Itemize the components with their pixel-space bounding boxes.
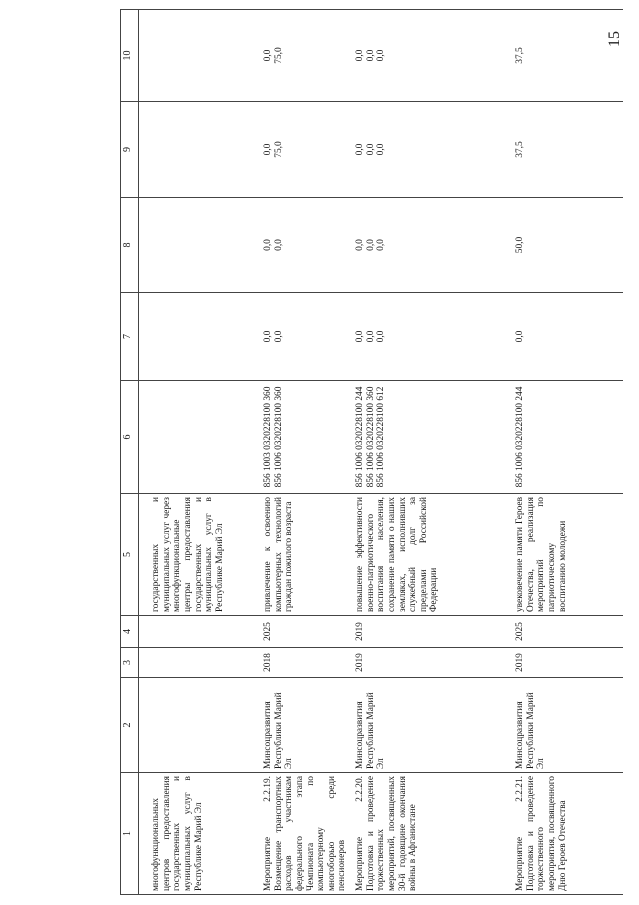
- value: 0,0: [376, 49, 387, 62]
- measure-name-cell: Мероприятие 2.2.21. Подготовка и проведение торжественного мероприятия, посвященного Дню Героев Отечества: [513, 773, 623, 895]
- start-year-cell: [149, 648, 261, 678]
- budget-code: 856 1003 0320228100 360: [263, 386, 273, 488]
- measure-name-cell: многофункциональных центров предоставления государственных и муниципальных услуг в Республике Марий Эл: [149, 773, 261, 895]
- value: 0,0: [355, 49, 365, 62]
- value: 0,0: [355, 330, 365, 343]
- table-row: [149, 10, 261, 895]
- value-cell-col10: [353, 10, 513, 102]
- value: 50,0: [515, 236, 525, 254]
- value-cell-col9: [353, 102, 513, 198]
- value: 0,0: [376, 143, 387, 156]
- value-cell-col7: [149, 293, 261, 381]
- budget-code: 856 1006 0320228100 612: [376, 386, 387, 488]
- start-year-cell: 2019: [513, 648, 623, 678]
- value: 0,0: [365, 143, 376, 156]
- end-year-cell: 2025: [513, 616, 623, 648]
- header-row: [121, 10, 139, 895]
- column-header-10: 10: [121, 10, 139, 102]
- value-cell-col8: [261, 198, 353, 293]
- measure-name-cell: Мероприятие 2.2.20. Подготовка и проведение торжественных мероприятий, посвященных 30-й годовщине окончания войны в Афганистане: [353, 773, 513, 895]
- start-year-cell: 2018: [261, 648, 353, 678]
- value: 37,5: [515, 47, 525, 64]
- value: 0,0: [515, 330, 525, 343]
- spacer-row: [139, 10, 150, 895]
- page-number: 15: [606, 31, 623, 47]
- budget-table: [120, 9, 623, 895]
- value: 0,0: [263, 143, 273, 156]
- value: 0,0: [355, 239, 365, 251]
- table-row: [513, 10, 623, 895]
- value: 0,0: [365, 330, 376, 343]
- value-cell-col10: [261, 10, 353, 102]
- column-header-7: 7: [121, 293, 139, 381]
- column-header-4: 4: [121, 616, 139, 648]
- end-year-cell: 2025: [261, 616, 353, 648]
- value-cell-col9: [261, 102, 353, 198]
- value-cell-col10: [149, 10, 261, 102]
- budget-code-cell: [261, 381, 353, 494]
- value-cell-col8: [149, 198, 261, 293]
- table-row: [353, 10, 513, 895]
- end-year-cell: [149, 616, 261, 648]
- start-year-cell: 2019: [353, 648, 513, 678]
- value: 0,0: [273, 239, 284, 251]
- result-cell: увековечение памяти Героев Отечества, реализация мероприятий по патриотическому воспитанию молодежи: [513, 494, 623, 616]
- value: 0,0: [263, 330, 273, 343]
- executor-cell: Минсоцразвития Республики Марий Эл: [513, 678, 623, 773]
- value: 0,0: [263, 239, 273, 251]
- value: 0,0: [365, 49, 376, 62]
- value: 0,0: [376, 239, 387, 251]
- executor-cell: Минсоцразвития Республики Марий Эл: [261, 678, 353, 773]
- value-cell-col9: [513, 102, 623, 198]
- value: 0,0: [376, 330, 387, 343]
- column-header-3: 3: [121, 648, 139, 678]
- value: 0,0: [263, 49, 273, 62]
- budget-code: 856 1006 0320228100 360: [365, 386, 376, 488]
- budget-code-cell: [353, 381, 513, 494]
- rotated-page-content: [120, 10, 620, 895]
- column-header-9: 9: [121, 102, 139, 198]
- value-cell-col7: [353, 293, 513, 381]
- measure-name-cell: Мероприятие 2.2.19. Возмещение транспортных расходов участникам федерального этапа Чемпионата по компьютерному многоборью среди пенсионеров: [261, 773, 353, 895]
- value-cell-col8: [513, 198, 623, 293]
- budget-code-cell: [149, 381, 261, 494]
- budget-code: 856 1006 0320228100 244: [515, 386, 525, 488]
- value: 0,0: [355, 143, 365, 156]
- result-cell: повышение эффективности военно-патриотического воспитания населения, сохранение памяти о наших земляках, исполнивших служебный долг за пределами Российской Федерации: [353, 494, 513, 616]
- executor-cell: [149, 678, 261, 773]
- budget-code-cell: [513, 381, 623, 494]
- result-cell: государственных и муниципальных услуг через многофункциональные центры предоставления государственных и муниципальных услуг в Республике Марий Эл: [149, 494, 261, 616]
- value-cell-col8: [353, 198, 513, 293]
- value-cell-col7: [261, 293, 353, 381]
- result-cell: привлечение к освоению компьютерных технологий граждан пожилого возраста: [261, 494, 353, 616]
- value: 0,0: [365, 239, 376, 251]
- value-cell-col10: [513, 10, 623, 102]
- end-year-cell: 2019: [353, 616, 513, 648]
- budget-code: 856 1006 0320228100 360: [273, 386, 284, 488]
- budget-code: 856 1006 0320228100 244: [355, 386, 365, 488]
- column-header-6: 6: [121, 381, 139, 494]
- column-header-8: 8: [121, 198, 139, 293]
- value: 75,0: [273, 141, 284, 158]
- value: 37,5: [515, 141, 525, 158]
- column-header-2: 2: [121, 678, 139, 773]
- column-header-1: 1: [121, 773, 139, 895]
- executor-cell: Минсоцразвития Республики Марий Эл: [353, 678, 513, 773]
- value-cell-col9: [149, 102, 261, 198]
- column-header-5: 5: [121, 494, 139, 616]
- value-cell-col7: [513, 293, 623, 381]
- value: 75,0: [273, 47, 284, 64]
- value: 0,0: [273, 330, 284, 343]
- table-row: [261, 10, 353, 895]
